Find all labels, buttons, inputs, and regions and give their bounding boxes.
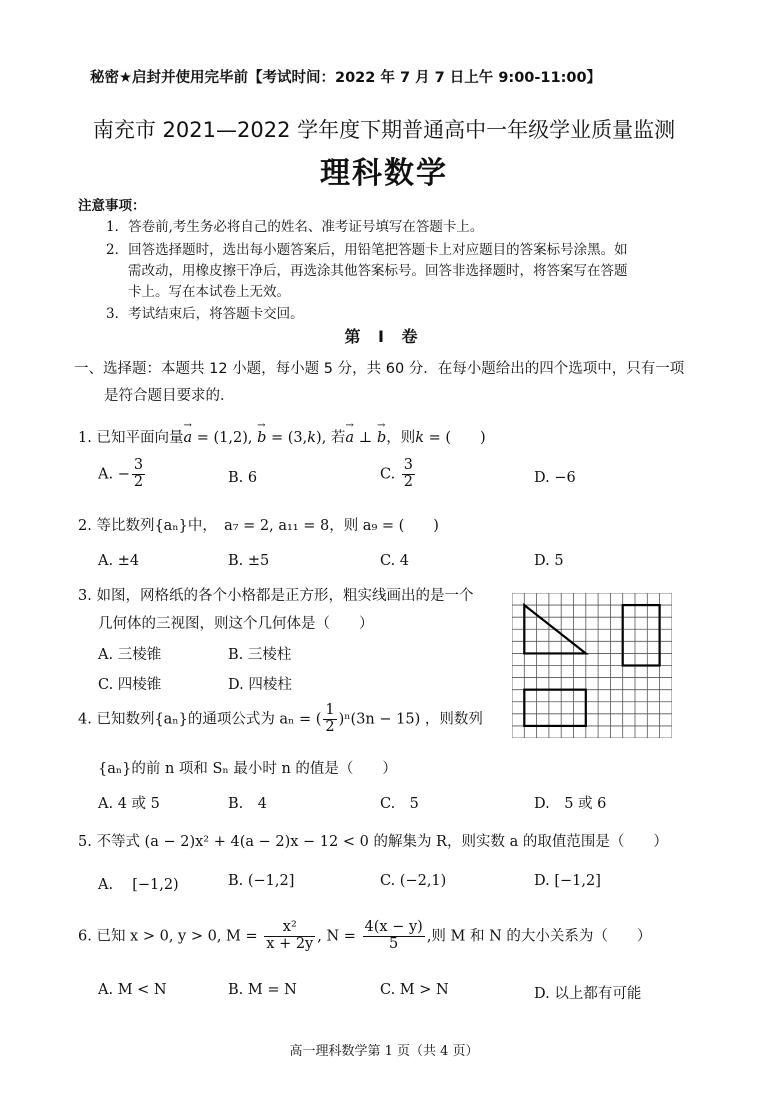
vector-a: → a xyxy=(183,430,192,446)
q4-option-c: C. 5 xyxy=(380,796,419,812)
q5-number: 5. xyxy=(78,834,92,850)
q6-pre: 已知 x > 0, y > 0, M = xyxy=(96,928,258,945)
q6-number: 6. xyxy=(78,928,92,945)
three-view-grid-figure xyxy=(512,593,672,738)
q6-n-fraction xyxy=(363,920,425,953)
question-6 xyxy=(78,920,651,953)
top-view-rectangle xyxy=(524,690,586,726)
q6-option-a: A. M < N xyxy=(98,982,167,998)
question-1 xyxy=(78,426,486,447)
q1-pre: 已知平面向量 xyxy=(96,430,184,446)
q3-option-b: B. 三棱柱 xyxy=(228,647,292,663)
notice-heading: 注意事项： xyxy=(78,198,146,214)
q5-option-d: D. [−1,2] xyxy=(534,873,601,889)
q6-mid: , N = xyxy=(317,928,356,945)
q1-end: = ( ) xyxy=(424,430,486,446)
notice-item-2-cont: 需改动，用橡皮擦干净后，再选涂其他答案标号。回答非选择题时，将答案写在答题 xyxy=(128,263,628,279)
part-heading-cont: 是符合题目要求的． xyxy=(104,388,235,404)
q1-c-fraction xyxy=(402,458,415,491)
q1-option-c xyxy=(380,458,417,491)
q1-number: 1. xyxy=(78,430,92,446)
q4-fraction xyxy=(323,703,336,736)
q4-option-b: B. 4 xyxy=(228,796,267,812)
q1-c-label: C. xyxy=(380,466,396,483)
part-heading: 一、选择题：本题共 12 小题，每小题 5 分，共 60 分．在每小题给出的四个选项中，只有一项 xyxy=(74,361,685,377)
q2-option-a: A. ±4 xyxy=(98,553,140,569)
exam-title: 南充市 2021—2022 学年度下期普通高中一年级学业质量监测 xyxy=(92,118,676,142)
question-4 xyxy=(78,703,483,736)
q1-a-fraction xyxy=(132,458,145,491)
q6-m-fraction xyxy=(264,920,315,953)
q1-a-num: 3 xyxy=(133,457,144,473)
q1-eq1: = (1,2), xyxy=(192,430,258,446)
vector-b: → b xyxy=(257,430,266,446)
question-3 xyxy=(78,584,473,605)
q6-n-num: 4(x − y) xyxy=(364,919,423,935)
q4-line2: {aₙ}的前 n 项和 Sₙ 最小时 n 的值是（ ） xyxy=(98,761,397,777)
q1-option-b: B. 6 xyxy=(228,470,258,486)
side-view-rectangle xyxy=(623,605,660,665)
notice-item-2: 2．回答选择题时，选出每小题答案后，用铅笔把答题卡上对应题目的答案标号涂黑。如 xyxy=(106,242,628,258)
q4-option-d: D. 5 或 6 xyxy=(534,796,607,812)
q5-option-a: A. [−1,2) xyxy=(98,877,179,893)
q1-a-den: 2 xyxy=(133,473,144,490)
q6-n-den: 5 xyxy=(389,935,399,952)
q6-option-d: D. 以上都有可能 xyxy=(534,986,642,1002)
q6-option-c: C. M > N xyxy=(380,982,449,998)
q3-option-c: C. 四棱锥 xyxy=(98,677,162,693)
question-2 xyxy=(78,514,439,535)
vector-a-2: → a xyxy=(345,430,354,446)
q4-frac-num: 1 xyxy=(325,702,335,718)
q4-number: 4. xyxy=(78,711,92,728)
notice-item-2-cont2: 卡上。写在本试卷上无效。 xyxy=(128,284,290,300)
q3-number: 3. xyxy=(78,588,92,604)
notice-item-3: 3．考试结束后，将答题卡交回。 xyxy=(106,306,304,322)
q2-number: 2. xyxy=(78,518,92,534)
q2-option-d: D. 5 xyxy=(534,553,564,569)
q1-eq3: ), 若 xyxy=(316,430,346,446)
q1-perp: ⊥ xyxy=(354,430,377,446)
q3-option-d: D. 四棱柱 xyxy=(228,677,292,693)
section-title: 第 Ⅰ 卷 xyxy=(344,327,424,346)
q5-text: 不等式 (a − 2)x² + 4(a − 2)x − 12 < 0 的解集为 R，则实数 a 的取值范围是（ ） xyxy=(96,834,668,850)
q1-option-d: D. −6 xyxy=(534,470,576,486)
question-5 xyxy=(78,830,668,851)
q6-m-num: x² xyxy=(264,920,315,937)
q1-k2: k xyxy=(415,430,425,446)
q4-pre: 已知数列{aₙ}的通项公式为 aₙ = ( xyxy=(96,711,322,728)
q1-a-label: A. xyxy=(98,466,114,483)
subject-title: 理科数学 xyxy=(320,156,448,191)
q1-option-a xyxy=(98,458,147,491)
q1-k: k xyxy=(307,430,317,446)
q5-option-c: C. (−2,1) xyxy=(380,873,447,889)
q2-text: 等比数列{aₙ}中， a₇ = 2, a₁₁ = 8，则 a₉ = ( ) xyxy=(96,518,439,534)
vector-b-2: → b xyxy=(377,430,386,446)
q6-m-den: x + 2y xyxy=(266,935,314,952)
page-footer: 高一理科数学第 1 页（共 4 页） xyxy=(289,1044,479,1059)
q6-post: ,则 M 和 N 的大小关系为（ ） xyxy=(426,928,652,945)
q1-c-den: 2 xyxy=(403,473,414,490)
q3-line2: 几何体的三视图，则这个几何体是（ ） xyxy=(98,616,374,632)
q3-line1: 如图，网格纸的各个小格都是正方形，粗实线画出的是一个 xyxy=(96,588,474,604)
q2-option-b: B. ±5 xyxy=(228,553,270,569)
q6-option-b: B. M = N xyxy=(228,982,297,998)
q5-option-b: B. (−1,2] xyxy=(228,873,295,889)
q1-a-sign: − xyxy=(117,466,130,483)
q4-frac-den: 2 xyxy=(325,718,335,735)
q4-option-a: A. 4 或 5 xyxy=(98,796,160,812)
confidential-notice: 秘密★启封并使用完毕前【考试时间：2022 年 7 月 7 日上午 9:00-11:00】 xyxy=(90,70,602,86)
q1-tail: ，则 xyxy=(386,430,416,446)
q4-post: )ⁿ(3n − 15) ，则数列 xyxy=(338,711,483,728)
q2-option-c: C. 4 xyxy=(380,553,410,569)
q1-c-num: 3 xyxy=(403,457,414,473)
q1-eq2: = (3, xyxy=(266,430,308,446)
q3-option-a: A. 三棱锥 xyxy=(98,647,162,663)
notice-item-1: 1．答卷前,考生务必将自己的姓名、准考证号填写在答题卡上。 xyxy=(106,219,484,235)
